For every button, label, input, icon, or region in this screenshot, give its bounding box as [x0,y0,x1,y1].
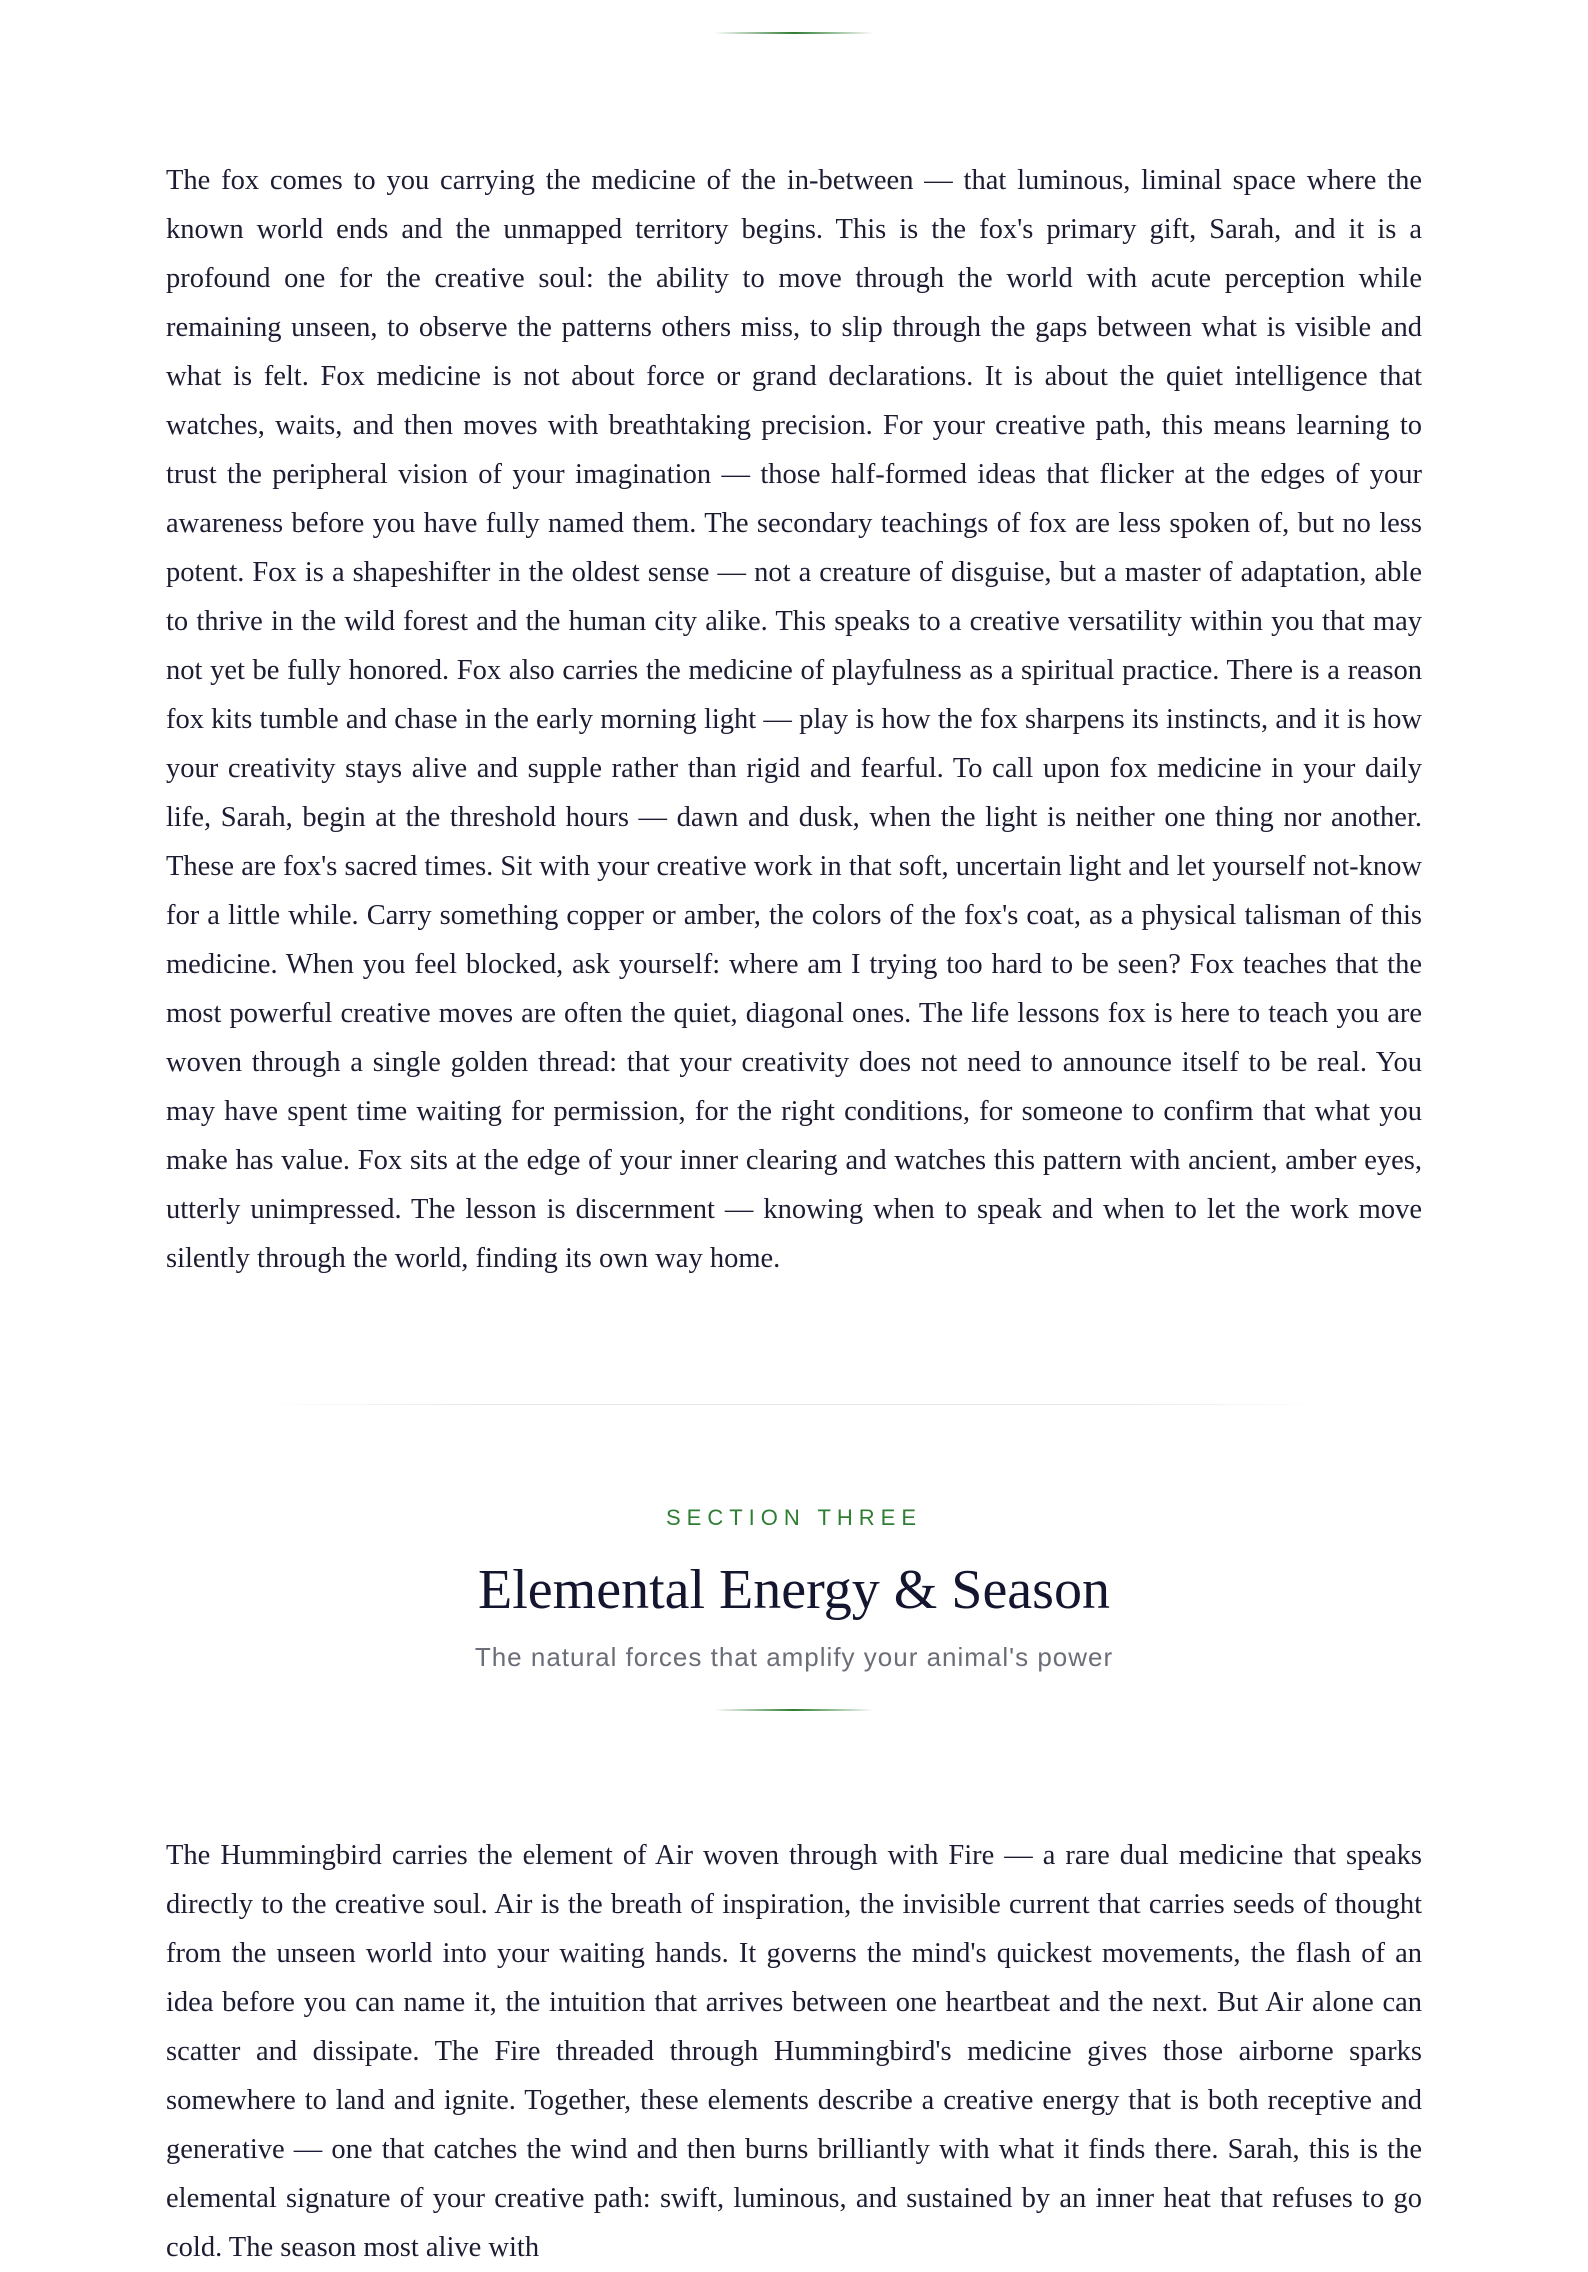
section-accent-rule [714,1709,874,1711]
section-eyebrow: SECTION THREE [665,1505,923,1530]
elemental-energy-paragraph: The Hummingbird carries the element of Air woven through with Fire — a rare dual medicine that speaks directly to the creative soul. Air is the breath of inspiration, the invisible current that carries seeds of thought from the unseen world into your waiting hands. It governs the mind's quickest movements, the flash of an idea before you can name it, the intuition that arrives between one heartbeat and the next. But Air alone can scatter and dissipate. The Fire threaded through Hummingbird's medicine gives those airborne sparks somewhere to land and ignite. Together, these elements describe a creative energy that is both receptive and generative — one that catches the wind and then burns brilliantly with what it finds there. Sarah, this is the elemental signature of your creative path: swift, luminous, and sustained by an inner heat that refuses to go cold. The season most alive with [166,1840,1422,2263]
section-title: Elemental Energy & Season [478,1559,1110,1621]
top-accent-rule [714,32,874,34]
fox-medicine-paragraph: The fox comes to you carrying the medicine of the in-between — that luminous, liminal space where the known world ends and the unmapped territory begins. This is the fox's primary gift, Sarah, and it is a profound one for the creative soul: the ability to move through the world with acute perception while remaining unseen, to observe the patterns others miss, to slip through the gaps between what is visible and what is felt. Fox medicine is not about force or grand declarations. It is about the quiet intelligence that watches, waits, and then moves with breathtaking precision. For your creative path, this means learning to trust the peripheral vision of your imagination — those half-formed ideas that flicker at the edges of your awareness before you have fully named them. The secondary teachings of fox are less spoken of, but no less potent. Fox is a shapeshifter in the oldest sense — not a creature of disguise, but a master of adaptation, able to thrive in the wild forest and the human city alike. This speaks to a creative versatility within you that may not yet be fully honored. Fox also carries the medicine of playfulness as a spiritual practice. There is a reason fox kits tumble and chase in the early morning light — play is how the fox sharpens its instincts, and it is how your creativity stays alive and supple rather than rigid and fearful. To call upon fox medicine in your daily life, Sarah, begin at the threshold hours — dawn and dusk, when the light is neither one thing nor another. These are fox's sacred times. Sit with your creative work in that soft, uncertain light and let yourself not-know for a little while. Carry something copper or amber, the colors of the fox's coat, as a physical talisman of this medicine. When you feel blocked, ask yourself: where am I trying too hard to be seen? Fox teaches that the most powerful creative moves are often the quiet, diagonal ones. The life lessons fox is here to teach you are woven through a single golden thread: that your creativity does not need to announce itself to be real. You may have spent time waiting for permission, for the right conditions, for someone to confirm that what you make has value. Fox sits at the edge of your inner clearing and watches this pattern with ancient, amber eyes, utterly unimpressed. The lesson is discernment — knowing when to speak and when to let the work move silently through the world, finding its own way home. [166,165,1422,1274]
section-divider [262,1404,1326,1405]
section-subtitle: The natural forces that amplify your animal's power [474,1642,1114,1672]
